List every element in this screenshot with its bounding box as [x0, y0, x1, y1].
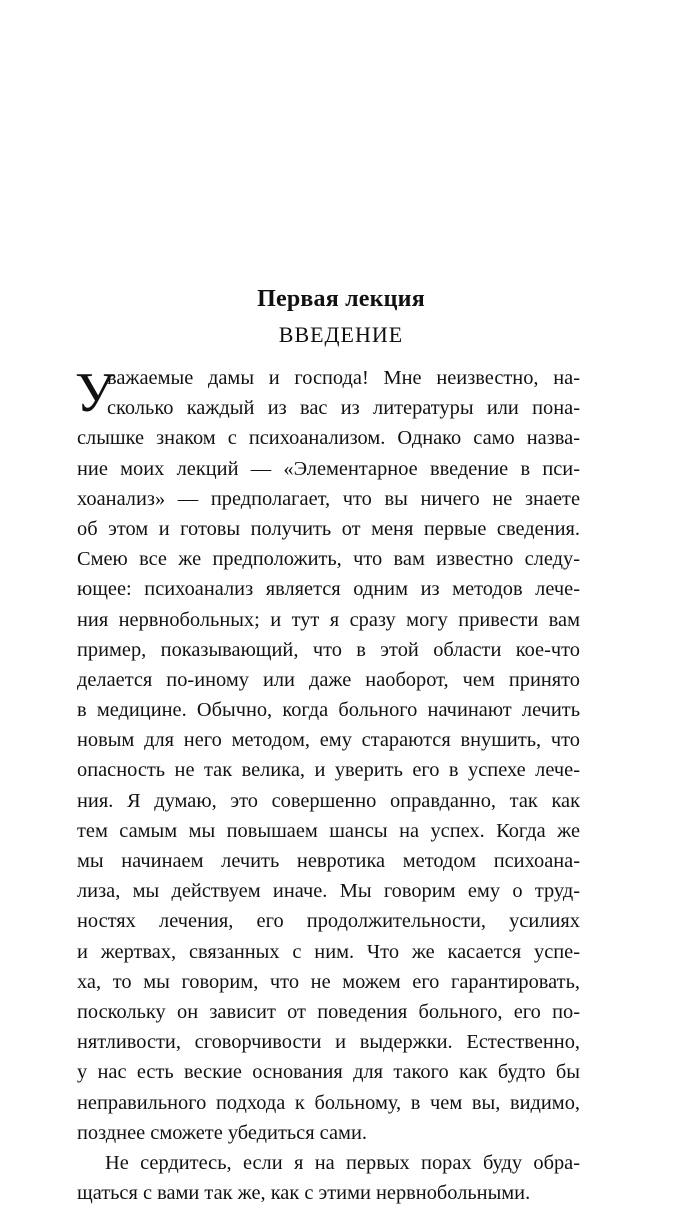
- text-line: Не сердитесь, если я на первых порах буду обра-: [105, 1151, 580, 1174]
- text-line: лиза, мы действуем иначе. Мы говорим ему о труд-: [77, 880, 580, 903]
- text-line: сколько каждый из вас из литературы или пона-: [107, 397, 580, 420]
- text-line: ностях лечения, его продолжительности, усилиях: [77, 910, 580, 933]
- text-line: У важаемые дамы и господа! Мне неизвестно, на-: [75, 362, 580, 424]
- chapter-title: Первая лекция: [257, 286, 425, 312]
- text-line: делается по-иному или даже наоборот, чем принято: [77, 668, 580, 691]
- chapter-subtitle: ВВЕДЕНИЕ: [278, 322, 404, 347]
- text-line: в медицине. Обычно, когда больного начинают лечить: [77, 699, 580, 722]
- text-line: ние моих лекций — «Элементарное введение в пси-: [77, 457, 580, 480]
- text-line: ния нервнобольных; и тут я сразу могу привести вам: [77, 608, 580, 631]
- text-line: нятливости, сговорчивости и выдержки. Естественно,: [77, 1031, 580, 1054]
- text-line: у нас есть веские основания для такого как будто бы: [77, 1061, 580, 1084]
- text-line: ния. Я думаю, это совершенно оправданно, так как: [77, 789, 580, 812]
- text-line: и жертвах, связанных с ним. Что же касается успе-: [77, 940, 580, 963]
- text-line: ха, то мы говорим, что не можем его гарантировать,: [77, 970, 580, 993]
- text-line: неправильного подхода к больному, в чем вы, видимо,: [77, 1091, 580, 1114]
- text-line: пример, показывающий, что в этой области кое-что: [77, 638, 580, 661]
- drop-cap: У: [75, 362, 115, 424]
- text-line: об этом и готовы получить от меня первые сведения.: [77, 517, 580, 540]
- text-line: поскольку он зависит от поведения больного, его по-: [77, 1000, 580, 1023]
- text-line: новым для него методом, ему стараются внушить, что: [77, 729, 580, 752]
- text-line: слышке знаком с психоанализом. Однако само назва-: [77, 427, 580, 450]
- text-line: хоанализ» — предполагает, что вы ничего не знаете: [77, 487, 580, 510]
- text-line: ющее: психоанализ является одним из методов лече-: [77, 578, 580, 601]
- body-text: [77, 363, 580, 1208]
- text-line: мы начинаем лечить невротика методом психоана-: [77, 850, 580, 872]
- text-line: позднее сможете убедиться сами.: [77, 1121, 367, 1144]
- text-line: Смею все же предположить, что вам известно следу-: [77, 548, 580, 571]
- text-line: опасность не так велика, и уверить его в успехе лече-: [77, 759, 580, 782]
- text-line: тем самым мы повышаем шансы на успех. Когда же: [77, 819, 580, 842]
- text-line: щаться с вами так же, как с этими нервнобольными.: [77, 1182, 531, 1205]
